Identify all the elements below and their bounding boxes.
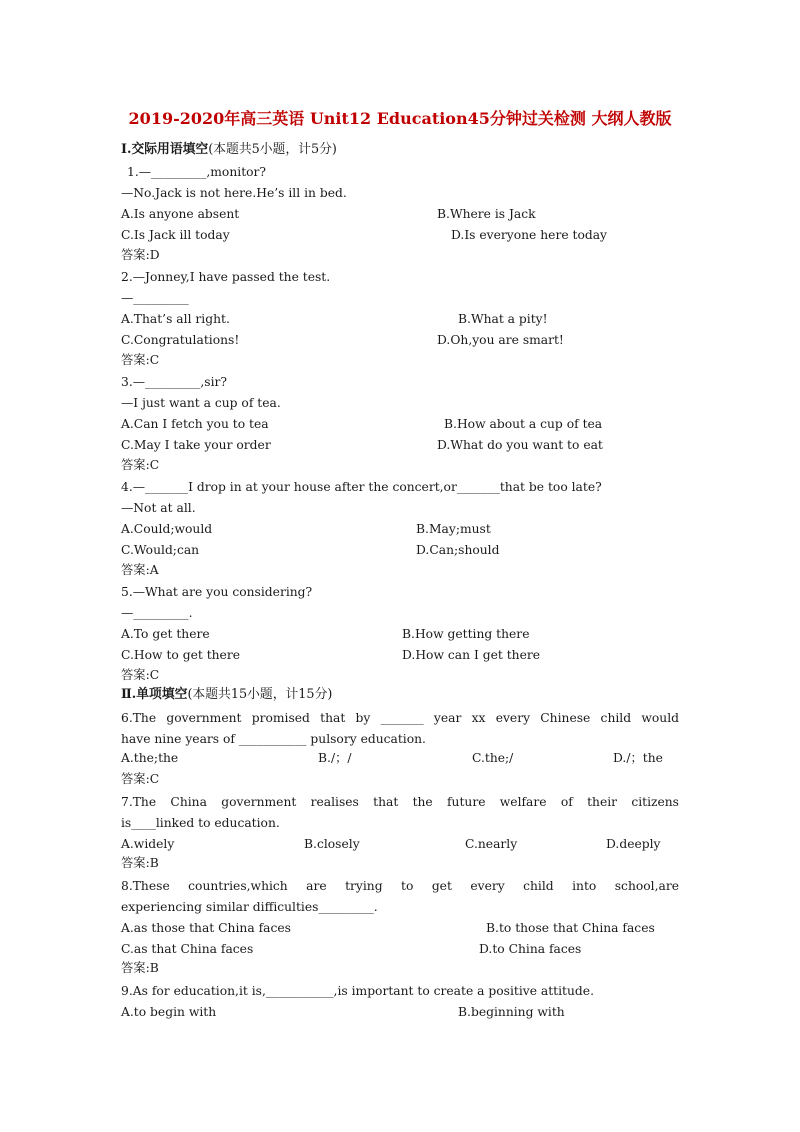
question-8-option-d: D.to China faces (479, 942, 582, 956)
question-5-option-b: B.How getting there (402, 627, 530, 641)
section-heading-label: Ⅱ.单项填空 (121, 687, 188, 702)
question-2-stem: 2.—Jonney,I have passed the test. (121, 270, 331, 284)
question-1-option-a: A.Is anyone absent (121, 207, 240, 221)
question-5-option-a: A.To get there (121, 627, 210, 641)
question-8-option-c: C.as that China faces (121, 942, 254, 956)
question-6-stem-line-2: have nine years of ___________ pulsory education. (121, 732, 426, 746)
question-7-option-c: C.nearly (465, 837, 518, 851)
question-5-answer: 答案:C (121, 668, 160, 682)
question-1-option-b: B.Where is Jack (437, 207, 536, 221)
question-9-option-b: B.beginning with (458, 1005, 565, 1019)
question-1-answer: 答案:D (121, 248, 160, 262)
section-heading-2 (121, 687, 332, 703)
question-6-option-b: B./；/ (318, 751, 352, 765)
question-8-answer: 答案:B (121, 961, 159, 975)
section-note: (本题共15小题，计15分) (187, 687, 333, 702)
question-3-option-c: C.May I take your order (121, 438, 271, 452)
question-3-reply: —I just want a cup of tea. (121, 396, 281, 410)
section-note: (本题共5小题，计5分) (208, 142, 337, 157)
question-4-answer: 答案:A (121, 563, 159, 577)
question-1-option-c: C.Is Jack ill today (121, 228, 230, 242)
question-4-option-c: C.Would;can (121, 543, 200, 557)
question-2-option-a: A.That’s all right. (121, 312, 230, 326)
question-4-option-b: B.May;must (416, 522, 491, 536)
question-5-reply: —_________. (121, 606, 193, 620)
section-heading-1 (121, 142, 337, 158)
question-2-option-c: C.Congratulations! (121, 333, 240, 347)
question-2-reply: —_________ (121, 291, 189, 305)
question-2-answer: 答案:C (121, 353, 160, 367)
question-3-option-b: B.How about a cup of tea (444, 417, 603, 431)
question-3-option-d: D.What do you want to eat (437, 438, 603, 452)
question-7-stem-line-1: 7.The China government realises that the future welfare of their citizens (121, 795, 679, 809)
question-6-option-d: D./；the (613, 751, 663, 765)
question-1-option-d: D.Is everyone here today (451, 228, 607, 242)
question-7-option-b: B.closely (304, 837, 360, 851)
question-9-option-a: A.to begin with (121, 1005, 217, 1019)
question-4-option-a: A.Could;would (121, 522, 213, 536)
question-2-option-d: D.Oh,you are smart! (437, 333, 564, 347)
question-3-option-a: A.Can I fetch you to tea (121, 417, 269, 431)
question-8-stem-line-2: experiencing similar difficulties_________. (121, 900, 378, 914)
question-1-reply: —No.Jack is not here.He’s ill in bed. (121, 186, 347, 200)
question-3-answer: 答案:C (121, 458, 160, 472)
question-4-option-d: D.Can;should (416, 543, 500, 557)
question-2-option-b: B.What a pity! (458, 312, 548, 326)
question-5-option-d: D.How can I get there (402, 648, 540, 662)
question-5-stem: 5.—What are you considering? (121, 585, 313, 599)
question-9-stem: 9.As for education,it is,___________,is important to create a positive attitude. (121, 984, 594, 998)
question-8-option-b: B.to those that China faces (486, 921, 655, 935)
section-heading-label: Ⅰ.交际用语填空 (121, 142, 209, 157)
question-7-answer: 答案:B (121, 856, 159, 870)
question-6-option-a: A.the;the (121, 751, 179, 765)
question-7-option-d: D.deeply (606, 837, 661, 851)
question-6-option-c: C.the;/ (472, 751, 514, 765)
question-8-stem-line-1: 8.These countries,which are trying to get every child into school,are (121, 879, 679, 893)
question-1-stem: 1.—_________,monitor? (127, 165, 267, 179)
question-5-option-c: C.How to get there (121, 648, 240, 662)
question-4-stem: 4.—_______I drop in at your house after the concert,or_______that be too late? (121, 480, 602, 494)
question-8-option-a: A.as those that China faces (121, 921, 291, 935)
question-4-reply: —Not at all. (121, 501, 196, 515)
question-6-stem-line-1: 6.The government promised that by _______ year xx every Chinese child would (121, 711, 679, 725)
question-3-stem: 3.—_________,sir? (121, 375, 227, 389)
question-6-answer: 答案:C (121, 772, 160, 786)
question-7-option-a: A.widely (121, 837, 175, 851)
document-title: 2019-2020年高三英语 Unit12 Education45分钟过关检测 大纲人教版 (128, 109, 672, 128)
question-7-stem-line-2: is____linked to education. (121, 816, 280, 830)
